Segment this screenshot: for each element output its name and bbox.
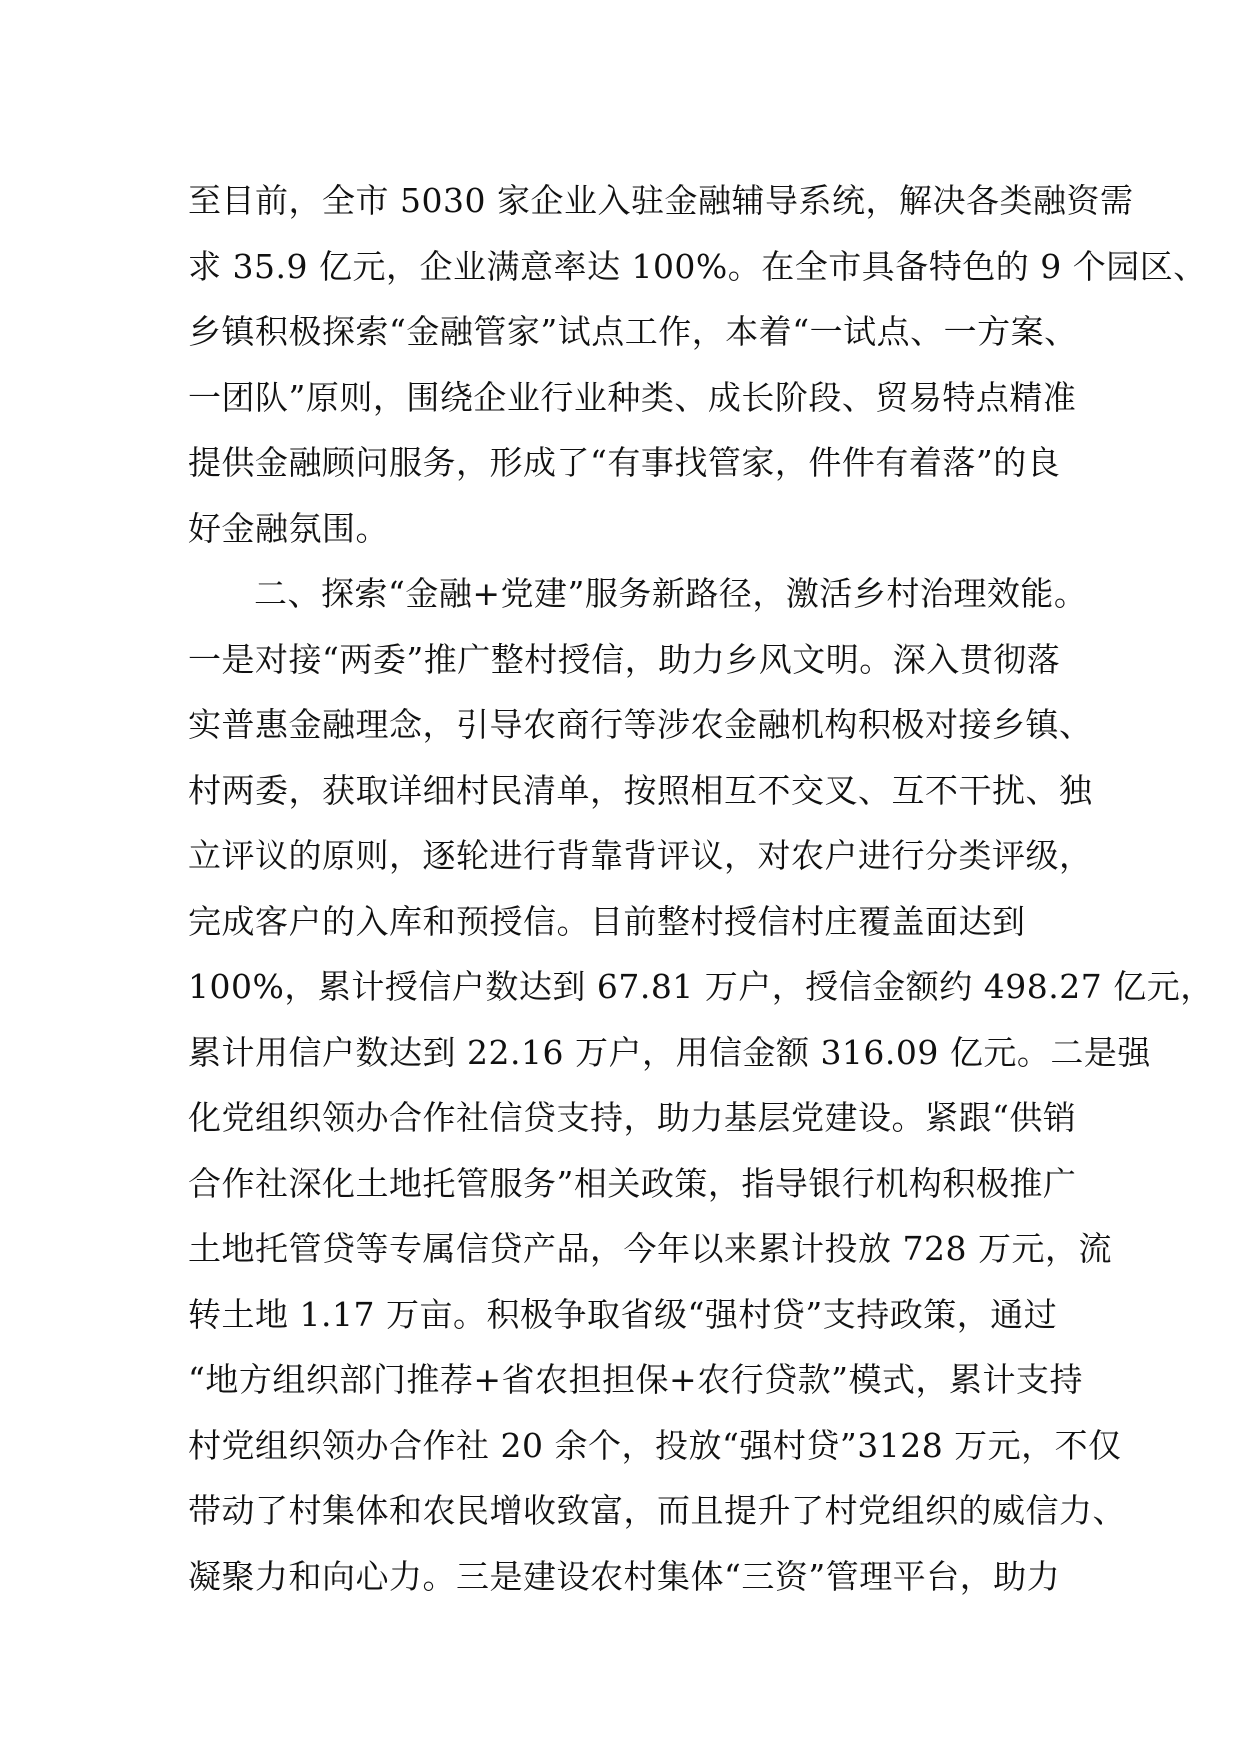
text-line: 完成客户的入库和预授信。目前整村授信村庄覆盖面达到 bbox=[188, 901, 1026, 941]
text-line: 累计用信户数达到 22.16 万户，用信金额 316.09 亿元。二是强 bbox=[188, 1032, 1151, 1072]
text-line: “地方组织部门推荐+省农担担保+农行贷款”模式，累计支持 bbox=[188, 1360, 1084, 1399]
section-heading: 二、探索“金融+党建”服务新路径，激活乡村治理效能。 bbox=[254, 574, 1088, 613]
text-line: 一是对接“两委”推广整村授信，助力乡风文明。深入贯彻落 bbox=[188, 639, 1061, 679]
text-line: 土地托管贷等专属信贷产品，今年以来累计投放 728 万元，流 bbox=[188, 1229, 1112, 1268]
body-text bbox=[188, 168, 1214, 1609]
text-line: 村党组织领办合作社 20 余个，投放“强村贷”3128 万元，不仅 bbox=[188, 1425, 1122, 1465]
text-line: 乡镇积极探索“金融管家”试点工作，本着“一试点、一方案、 bbox=[188, 312, 1078, 351]
text-line: 提供金融顾问服务，形成了“有事找管家，件件有着落”的良 bbox=[188, 443, 1061, 482]
text-line: 实普惠金融理念，引导农商行等涉农金融机构积极对接乡镇、 bbox=[188, 705, 1093, 744]
text-line: 好金融氛围。 bbox=[188, 508, 389, 548]
text-line: 100%，累计授信户数达到 67.81 万户，授信金额约 498.27 亿元， bbox=[188, 967, 1214, 1006]
text-line: 求 35.9 亿元，企业满意率达 100%。在全市具备特色的 9 个园区、 bbox=[188, 246, 1207, 286]
text-line: 至目前，全市 5030 家企业入驻金融辅导系统，解决各类融资需 bbox=[188, 181, 1134, 220]
text-line: 村两委，获取详细村民清单，按照相互不交叉、互不干扰、独 bbox=[188, 770, 1093, 810]
text-line: 立评议的原则，逐轮进行背靠背评议，对农户进行分类评级， bbox=[188, 836, 1093, 875]
text-line: 凝聚力和向心力。三是建设农村集体“三资”管理平台，助力 bbox=[188, 1556, 1061, 1596]
text-line: 一团队”原则，围绕企业行业种类、成长阶段、贸易特点精准 bbox=[188, 377, 1077, 417]
text-line: 带动了村集体和农民增收致富，而且提升了村党组织的威信力、 bbox=[188, 1491, 1126, 1530]
text-line: 转土地 1.17 万亩。积极争取省级“强村贷”支持政策，通过 bbox=[188, 1294, 1058, 1334]
text-line: 合作社深化土地托管服务”相关政策，指导银行机构积极推广 bbox=[188, 1163, 1077, 1203]
text-line: 化党组织领办合作社信贷支持，助力基层党建设。紧跟“供销 bbox=[188, 1098, 1077, 1137]
